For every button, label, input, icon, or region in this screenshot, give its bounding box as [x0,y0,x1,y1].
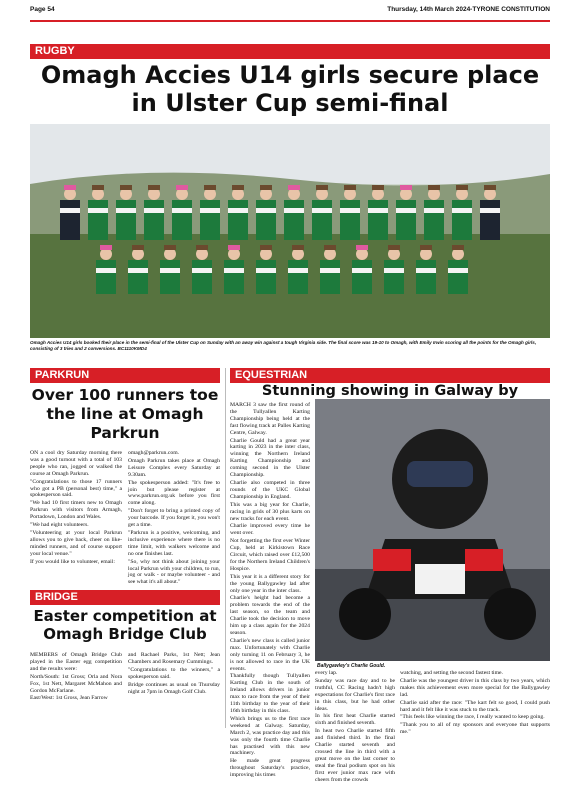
section-label-bridge: BRIDGE [35,591,78,603]
equestrian-column-3 [400,670,550,737]
paragraph: This year it is a different story for the young Ballygawley lad after only one year in the inter class. [230,573,310,594]
paragraph: North/South: 1st Gross; Orla and Nora Fox, 1st Nett, Margaret McMahon and Gordon McFarlane. [30,673,122,694]
paragraph: Which brings us to the first race weekend at Galway. Saturday, March 2, was practice day and this was only the fourth time Charlie has practised with this new machinery. [230,715,310,757]
section-label-parkrun: PARKRUN [35,369,90,381]
parkrun-column-2 [128,450,220,587]
paragraph: "So, why not think about joining your local Parkrun with your children, to run, jog or walk - or maybe volunteer - and see what it's all about." [128,558,220,586]
paragraph: "Thank you to all of my sponsors and everyone that supports me." [400,722,550,736]
bridge-column-1 [30,652,122,703]
paragraph: Charlie's height had become a problem towards the end of the last season, so the team and Charlie took the decision to move him up a class again for the 2024 season. [230,595,310,636]
karting-photo-caption: Ballygawley's Charlie Gould. [317,663,386,669]
paragraph: Sunday was race day and to be truthful, CC Racing hadn't high expectations for Charlie's first race in this class, but he had other ideas. [315,677,395,712]
paragraph: The spokesperson added: "It's free to join but please register at www.parkrun.org.uk before you first come along. [128,479,220,507]
section-label-rugby: RUGBY [30,44,550,59]
paragraph: He made great progress throughout Saturday's practice, improving his times [230,758,310,779]
paragraph: Bridge continues as usual on Thursday night at 7pm in Omagh Golf Club. [128,681,220,695]
parkrun-column-1 [30,450,122,567]
paragraph: Charlie was the youngest driver in this class by two years, which makes this achievement even more special for the Ballygawley lad. [400,677,550,698]
column-divider [225,368,226,728]
paragraph: This was a big year for Charlie, racing in grids of 30 plus karts on new tracks for each event. [230,501,310,522]
paragraph: If you would like to volunteer, email: [30,558,115,565]
paragraph: "This feels like winning the race, I really wanted to keep going. [400,714,545,721]
paragraph: "Don't forget to bring a printed copy of your barcode. If you forget it, you won't get a time. [128,508,220,529]
rugby-headline: Omagh Accies U14 girls secure place in Ulster Cup semi-final [40,61,540,117]
paragraph: "Volunteering at your local Parkrun allows you to give back, cheer on like-minded runners, and of course support your local venue." [30,529,122,557]
bridge-headline: Easter competition at Omagh Bridge Club [33,607,217,643]
issue-date: Thursday, 14th March 2024-TYRONE CONSTITUTION [387,6,550,13]
paragraph: Thankfully though Tullyallen Karting Club in the south of Ireland allows drivers in junior max to race from the year of their 11th birthday to the year of their 16th birthday in this class. [230,673,310,714]
karting-illustration [315,399,550,661]
paragraph: In heat two Charlie started fifth and finished third. In the final Charlie started seventh and crossed the line in third with a great move on the last corner to steal the final podium spot on his first ever junior max race with cheers from the crowds [315,728,395,783]
paragraph: Charlie improved every time he went over. [230,523,310,537]
page-header [30,6,550,18]
paragraph: Not forgetting the first ever Winter Cup, held at Kirkistown Race Circuit, which raised over £12,500 for the Northern Ireland Children's Hospice. [230,538,310,572]
paragraph: ON a cool dry Saturday morning there was a good turnout with a total of 103 people who ran, jogged or walked the course at Omagh Parkrun. [30,450,122,477]
paragraph: East/West: 1st Gross, Jean Farrow [30,695,108,702]
paragraph: "Congratulations to those 17 runners who got a PB (personal best) time," a spokesperson said. [30,478,122,499]
paragraph: omagh@parkrun.com. [128,450,180,456]
team-photo-illustration [30,124,550,338]
paragraph: Charlie's new class is called junior max. Unfortunately with Charlie only turning 11 on February 3, he is not allowed to race in the UK events. [230,637,310,672]
paragraph: "We had eight volunteers. [30,522,89,529]
parkrun-headline: Over 100 runners toe the line at Omagh Parkrun [31,386,219,442]
equestrian-column-2 [315,670,395,785]
paragraph: every lap. [315,670,338,676]
paragraph: watching, and setting the second fastest time. [400,670,503,676]
equestrian-column-1 [230,402,310,779]
paragraph: MEMBERS of Omagh Bridge Club played in the Easter egg competition and the results were: [30,652,122,672]
bridge-column-2 [128,652,220,696]
paragraph: Charlie Gould had a great year karting in 2023 in the inter class, winning the Northern Ireland Karting Championship and coming second in the Ulster Championship. [230,437,310,479]
rugby-photo-caption: Omagh Accies U14 girls booked their place in the semi-final of the Ulster Cup on Sunday with an away win against a tough Virginia side. The final score was 19-10 to Omagh, with Emily Irwin scoring all the points for the Omagh girls, consisting of 3 tries and 2 conversions. BC1110KMD4 [30,340,537,351]
paragraph: "Parkrun is a positive, welcoming, and inclusive experience where there is no time limit, with walkers welcome and no one finishes last. [128,529,220,557]
section-label-equestrian: EQUESTRIAN [235,369,308,381]
paragraph: "We had 10 first timers new to Omagh Parkrun with visitors from Armagh, Portadown, London and Wales. [30,500,122,521]
paragraph: Omagh Parkrun takes place at Omagh Leisure Complex every Saturday at 9.30am. [128,457,220,478]
karting-photo [315,399,550,661]
header-rule [30,20,550,22]
paragraph: MARCH 3 saw the first round of the Tullyallen Karting Championship being held at the fast flowing track at Palles Karting Centre, Galway. [230,402,310,436]
paragraph: "Congratulations to the winners," a spokesperson said. [128,666,220,680]
page-number: Page 54 [30,6,55,13]
paragraph: In his first heat Charlie started sixth and finished seventh. [315,713,395,727]
equestrian-headline: Stunning showing in Galway by [261,383,519,399]
paragraph: Charlie also competed in three rounds of the UKC Global Championship in England. [230,479,310,500]
team-photo [30,124,550,338]
paragraph: and Rachael Parks, 1st Nett; Jean Chambers and Rosemary Cummings. [128,652,220,665]
paragraph: Charlie said after the race: "The kart felt so good, I could push hard and it felt like it was stuck to the track. [400,699,550,713]
